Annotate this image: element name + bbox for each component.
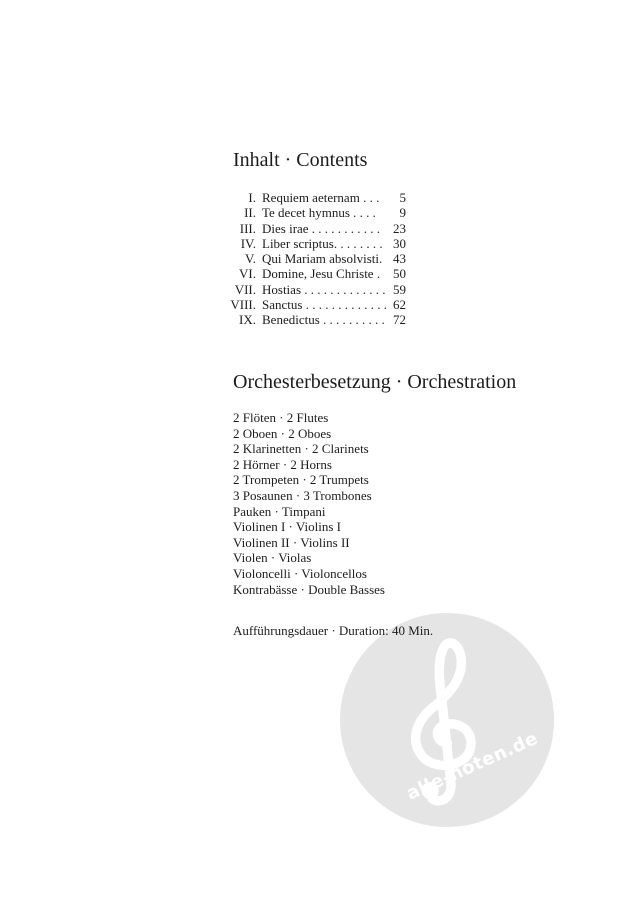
toc-numeral: IX.	[239, 312, 256, 328]
toc-title: Requiem aeternam . . .	[262, 190, 380, 205]
table-of-contents	[224, 190, 406, 328]
toc-title: Domine, Jesu Christe .	[262, 266, 381, 282]
toc-title: Qui Mariam absolvisti.	[262, 251, 383, 267]
instrument-line: 2 Trompeten · 2 Trumpets	[233, 472, 369, 488]
toc-entry	[224, 221, 406, 236]
toc-title: Hostias . . . . . . . . . . . . .	[262, 281, 386, 297]
instrument-line: Violinen I · Violins I	[233, 519, 341, 535]
instrument-line: 2 Klarinetten · 2 Clarinets	[233, 441, 369, 457]
instrument-line: Kontrabässe · Double Basses	[233, 581, 385, 597]
toc-entry	[224, 297, 406, 312]
toc-page-number: 62	[393, 297, 406, 313]
toc-entry	[224, 205, 406, 220]
toc-entry	[224, 236, 406, 251]
toc-numeral: III.	[239, 220, 256, 236]
toc-page-number: 50	[393, 266, 406, 282]
instrument-line: 2 Flöten · 2 Flutes	[233, 410, 329, 425]
orchestration-heading: Orchesterbesetzung · Orchestration	[233, 371, 517, 393]
toc-entry	[224, 251, 406, 266]
toc-title: Benedictus . . . . . . . . . .	[262, 312, 385, 328]
toc-page-number: 30	[393, 235, 406, 251]
instrument-line: Pauken · Timpani	[233, 503, 326, 519]
instrument-list	[233, 410, 385, 597]
toc-page-number: 59	[393, 281, 406, 297]
toc-page-number: 72	[393, 312, 406, 328]
instrument-line: Violen · Violas	[233, 550, 312, 566]
toc-title: Sanctus . . . . . . . . . . . . .	[262, 297, 387, 313]
toc-numeral: II.	[244, 205, 256, 221]
toc-title: Liber scriptus. . . . . . . .	[262, 235, 383, 251]
toc-title: Dies irae . . . . . . . . . . .	[262, 220, 381, 236]
toc-page-number: 5	[399, 190, 406, 205]
instrument-line: 2 Oboen · 2 Oboes	[233, 425, 332, 441]
instrument-line: Violinen II · Violins II	[233, 534, 350, 550]
toc-entry	[224, 190, 406, 205]
toc-numeral: VIII.	[230, 297, 256, 313]
toc-title: Te decet hymnus . . . .	[262, 205, 376, 221]
toc-page-number: 43	[393, 251, 406, 267]
toc-page-number: 9	[399, 205, 406, 221]
instrument-line: 3 Posaunen · 3 Trombones	[233, 487, 372, 503]
toc-entry	[224, 312, 406, 327]
watermark-text: alle-noten.de	[403, 727, 542, 805]
contents-heading: Inhalt · Contents	[233, 149, 368, 171]
toc-numeral: VI.	[239, 266, 256, 282]
toc-numeral: V.	[245, 251, 256, 267]
performance-duration: Aufführungsdauer · Duration: 40 Min.	[233, 623, 434, 638]
instrument-line: 2 Hörner · 2 Horns	[233, 456, 332, 472]
toc-numeral: I.	[248, 190, 256, 205]
toc-entry	[224, 282, 406, 297]
instrument-line: Violoncelli · Violoncellos	[233, 565, 367, 581]
toc-numeral: IV.	[240, 235, 256, 251]
toc-numeral: VII.	[234, 281, 256, 297]
toc-page-number: 23	[393, 220, 406, 236]
toc-entry	[224, 266, 406, 281]
